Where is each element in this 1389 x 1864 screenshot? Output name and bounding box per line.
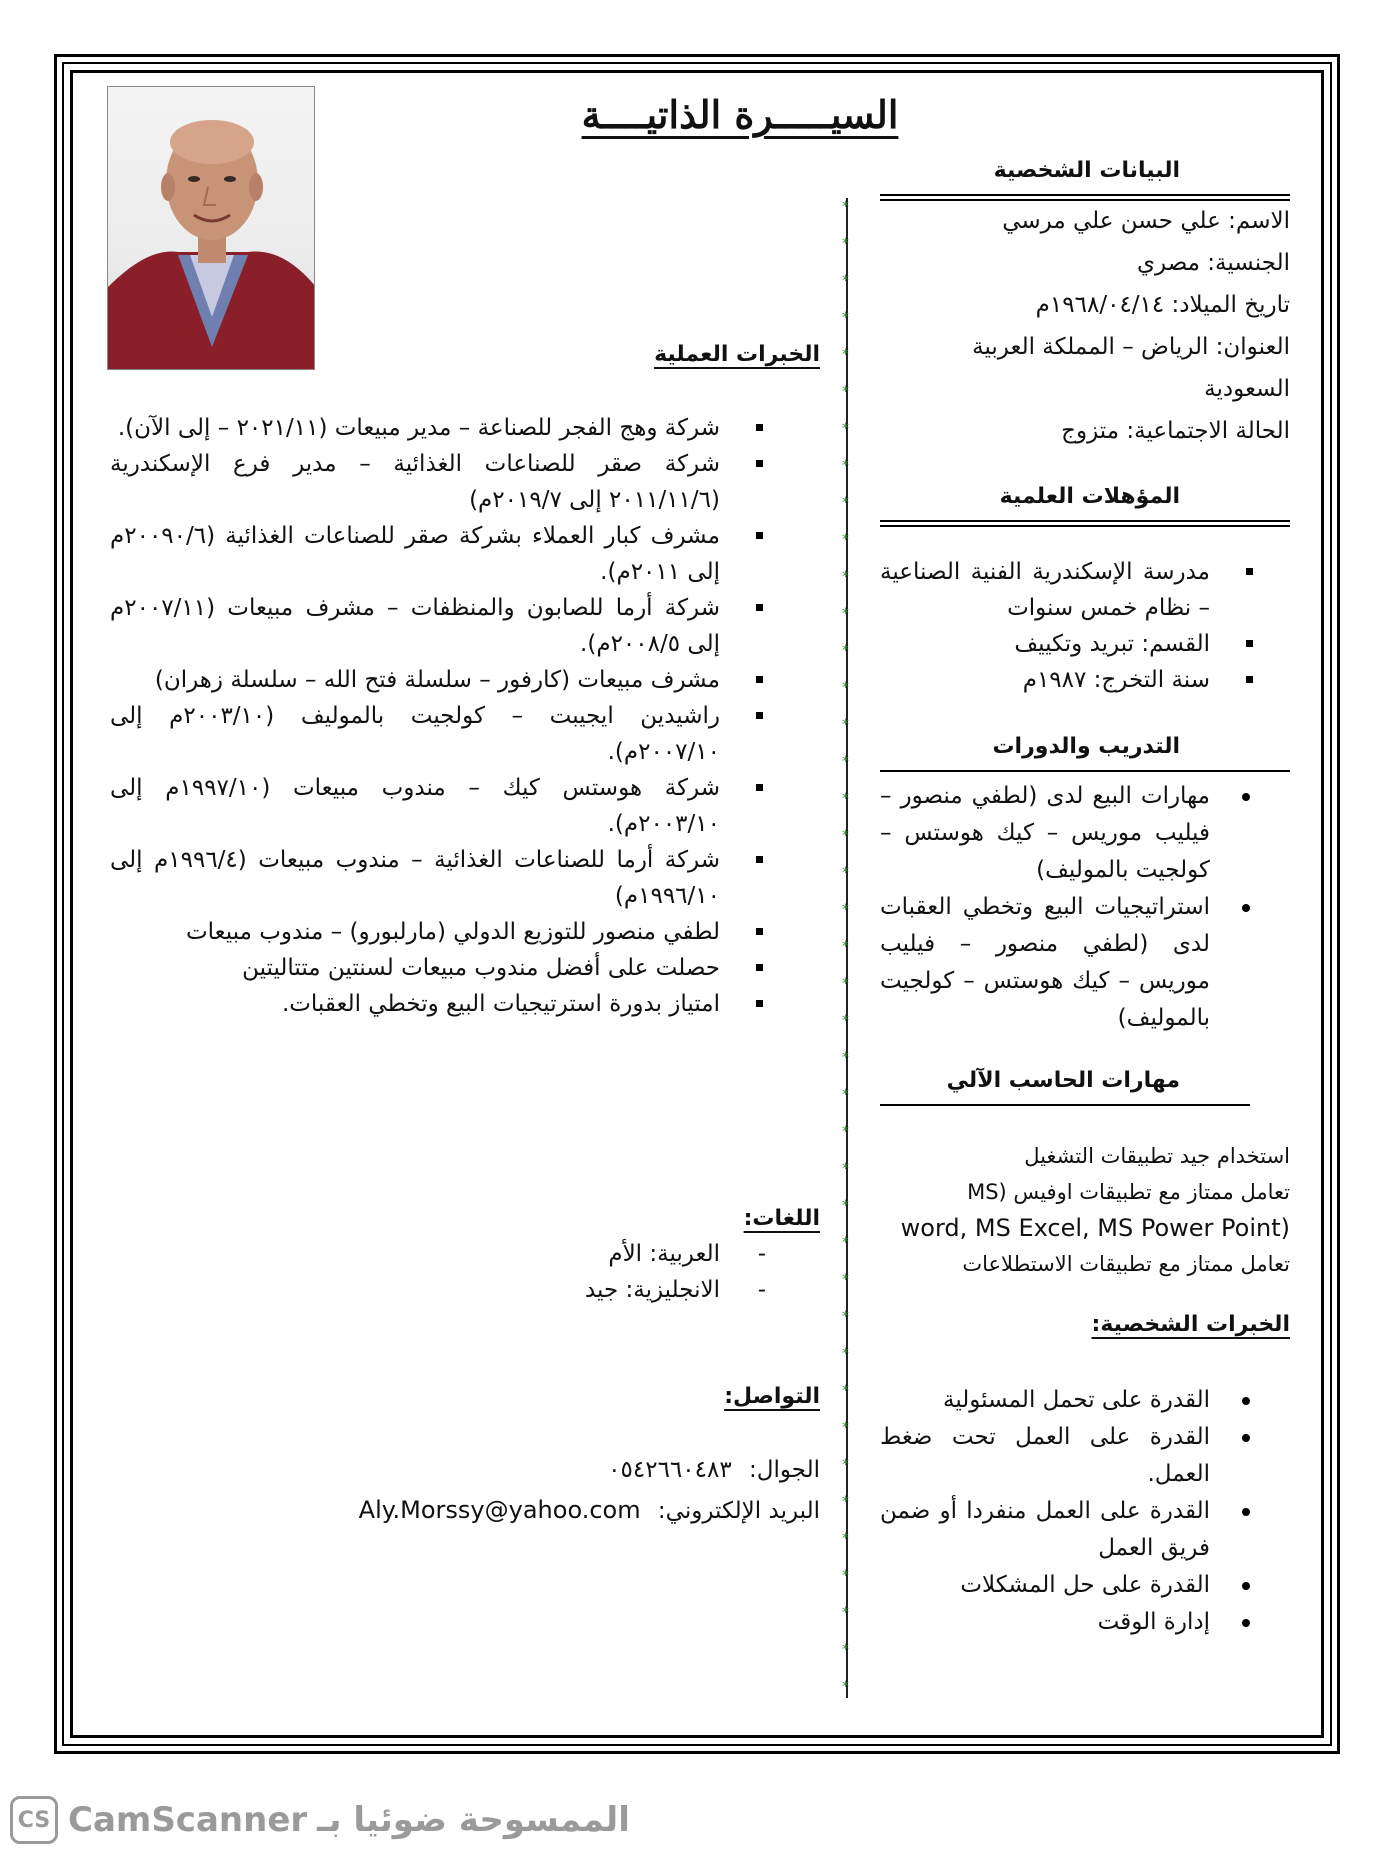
divider-star-icon: * (842, 236, 849, 252)
divider-star-icon: * (842, 532, 849, 548)
divider-star-icon: * (842, 1531, 849, 1547)
divider-star-icon: * (842, 1642, 849, 1658)
divider-star-icon: * (842, 458, 849, 474)
language-english: - الانجليزية: جيد (420, 1272, 780, 1308)
experience-item: مشرف كبار العملاء بشركة صقر للصناعات الغذائية (٢٠٠٩٠/٦م إلى ٢٠١١م). (110, 518, 770, 590)
experience-item: لطفي منصور للتوزيع الدولي (مارلبورو) – مندوب مبيعات (110, 914, 770, 950)
divider-star-icon: * (842, 902, 849, 918)
divider-star-icon: * (842, 1568, 849, 1584)
personal-skills-list (880, 1382, 1260, 1641)
training-item: استراتيجيات البيع وتخطي العقبات لدى (لطفي منصور – فيليب موريس – كيك هوستس – كولجيت بالموليف) (880, 889, 1260, 1037)
divider-star-icon: * (842, 1605, 849, 1621)
contact-phone[interactable]: ٠٥٤٢٦٦٠٤٨٣ (608, 1457, 732, 1483)
divider-star-icon: * (842, 754, 849, 770)
personal-marital-status: الحالة الاجتماعية: متزوج (1061, 418, 1290, 444)
divider-star-icon: * (842, 199, 849, 215)
divider-star-icon: * (842, 569, 849, 585)
divider-star-icon: * (842, 643, 849, 659)
experience-item: مشرف مبيعات (كارفور – سلسلة فتح الله – سلسلة زهران) (110, 662, 770, 698)
divider-star-icon: * (842, 865, 849, 881)
computer-skill-office-apps: word, MS Excel, MS Power Point) (900, 1214, 1290, 1242)
computer-skills (880, 1138, 1290, 1282)
personal-skill: القدرة على تحمل المسئولية (880, 1382, 1260, 1419)
divider-star-icon: * (842, 421, 849, 437)
contact-phone-label: الجوال: (749, 1457, 820, 1483)
divider-star-icon: * (842, 976, 849, 992)
camscanner-text: الممسوحة ضوئيا بـ (317, 1800, 630, 1840)
qualification-graduation-year: سنة التخرج: ١٩٨٧م (880, 662, 1260, 698)
divider-star-icon: * (842, 1050, 849, 1066)
personal-skill: القدرة على حل المشكلات (880, 1567, 1260, 1604)
experience-item: حصلت على أفضل مندوب مبيعات لسنتين متتاليتين (110, 950, 770, 986)
personal-address: العنوان: الرياض – المملكة العربية السعودية (972, 334, 1290, 402)
personal-birthdate: تاريخ الميلاد: ١٩٦٨/٠٤/١٤م (1035, 292, 1290, 318)
contact-phone-row (300, 1452, 820, 1488)
camscanner-watermark (10, 1790, 630, 1850)
personal-skill: إدارة الوقت (880, 1604, 1260, 1641)
divider-star-icon: * (842, 347, 849, 363)
contact-email[interactable]: Aly.Morssy@yahoo.com (358, 1496, 641, 1524)
profile-photo (107, 86, 315, 370)
divider-star-icon: * (842, 495, 849, 511)
divider-star-icon: * (842, 717, 849, 733)
experience-item: شركة هوستس كيك – مندوب مبيعات (١٩٩٧/١٠م إلى ٢٠٠٣/١٠م). (110, 770, 770, 842)
contact-email-row (260, 1492, 820, 1529)
divider-star-icon: * (842, 1235, 849, 1251)
personal-skill: القدرة على العمل تحت ضغط العمل. (880, 1419, 1260, 1493)
personal-nationality: الجنسية: مصري (1137, 250, 1290, 276)
experience-item: شركة صقر للصناعات الغذائية – مدير فرع الإسكندرية (٢٠١١/١١/٦ إلى ٢٠١٩/٧م) (110, 446, 770, 518)
training-heading: التدريب والدورات (992, 734, 1180, 759)
personal-info (880, 200, 1290, 452)
divider-star-icon: * (842, 1309, 849, 1325)
training-item: مهارات البيع لدى (لطفي منصور – فيليب موريس – كيك هوستس – كولجيت بالموليف) (880, 778, 1260, 889)
contact-email-label: البريد الإلكتروني: (657, 1498, 820, 1524)
languages-heading: اللغات: (743, 1206, 820, 1231)
languages-list (420, 1236, 780, 1308)
contact-heading: التواصل: (724, 1384, 820, 1409)
experience-item: شركة وهج الفجر للصناعة – مدير مبيعات (٢٠٢١/١١ – إلى الآن). (110, 410, 770, 446)
experience-list (110, 410, 770, 1022)
training-list (880, 778, 1260, 1037)
divider-star-icon: * (842, 1383, 849, 1399)
qualification-department: القسم: تبريد وتكييف (880, 626, 1260, 662)
experience-item: شركة أرما للصابون والمنظفات – مشرف مبيعات (٢٠٠٧/١١م إلى ٢٠٠٨/٥م). (110, 590, 770, 662)
computer-skill-surveys: تعامل ممتاز مع تطبيقات الاستطلاعات (962, 1252, 1290, 1276)
personal-name: الاسم: علي حسن علي مرسي (1002, 208, 1290, 234)
qualifications-heading: المؤهلات العلمية (999, 484, 1180, 509)
divider-star-icon: * (842, 1679, 849, 1695)
computer-skill-os: استخدام جيد تطبيقات التشغيل (1024, 1144, 1290, 1168)
training-heading-rule (880, 770, 1290, 772)
divider-star-icon: * (842, 1346, 849, 1362)
camscanner-logo-icon: CS (10, 1796, 58, 1844)
divider-star-icon: * (842, 606, 849, 622)
divider-star-icon: * (842, 310, 849, 326)
divider-star-icon: * (842, 1198, 849, 1214)
computer-skill-office: تعامل ممتاز مع تطبيقات اوفيس (MS (967, 1180, 1290, 1204)
qualifications-heading-rule (880, 520, 1290, 527)
divider-star-icon: * (842, 384, 849, 400)
computer-heading: مهارات الحاسب الآلي (946, 1068, 1180, 1093)
camscanner-brand: CamScanner (68, 1800, 308, 1840)
divider-star-icon: * (842, 1013, 849, 1029)
divider-star-icon: * (842, 1124, 849, 1140)
language-arabic: - العربية: الأم (420, 1236, 780, 1272)
divider-star-icon: * (842, 1161, 849, 1177)
experience-item: شركة أرما للصناعات الغذائية – مندوب مبيعات (١٩٩٦/٤م إلى ١٩٩٦/١٠م) (110, 842, 770, 914)
divider-star-icon: * (842, 680, 849, 696)
divider-star-icon: * (842, 1457, 849, 1473)
divider-star-icon: * (842, 1494, 849, 1510)
qualifications-list (880, 554, 1260, 698)
qualification-school: مدرسة الإسكندرية الفنية الصناعية – نظام خمس سنوات (880, 554, 1260, 626)
computer-heading-rule (880, 1104, 1250, 1106)
divider-star-icon: * (842, 1272, 849, 1288)
experience-item: راشيدين ايجيبت – كولجيت بالموليف (٢٠٠٣/١٠م إلى ٢٠٠٧/١٠م). (110, 698, 770, 770)
personal-skill: القدرة على العمل منفردا أو ضمن فريق العمل (880, 1493, 1260, 1567)
experience-heading: الخبرات العملية (654, 342, 820, 367)
page-title: السيـــــرة الذاتيــــة (581, 92, 899, 137)
experience-item: امتياز بدورة استرتيجيات البيع وتخطي العقبات. (110, 986, 770, 1022)
divider-star-icon: * (842, 939, 849, 955)
divider-star-icon: * (842, 1087, 849, 1103)
personal-heading: البيانات الشخصية (993, 158, 1180, 183)
divider-star-icon: * (842, 1420, 849, 1436)
divider-star-icon: * (842, 828, 849, 844)
divider-star-icon: * (842, 273, 849, 289)
personal-skills-heading: الخبرات الشخصية: (1091, 1312, 1290, 1337)
divider-star-icon: * (842, 791, 849, 807)
